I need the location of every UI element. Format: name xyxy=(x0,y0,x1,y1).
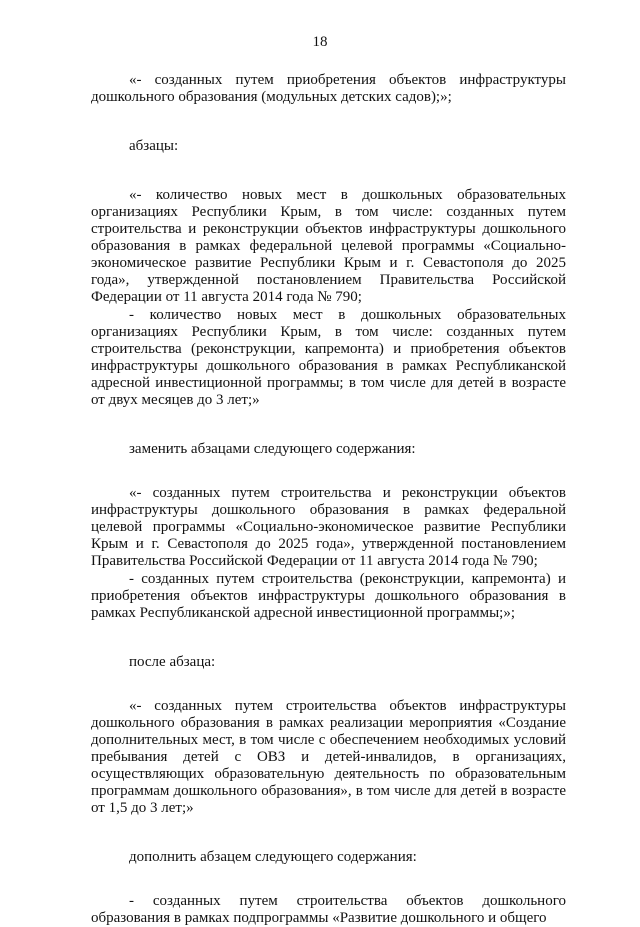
paragraph-replacement-republican: - созданных путем строительства (реконструкции, капремонта) и приобретения объектов инфраструктуры дошкольного образования в рамках Республиканской адресной инвестиционной программы;»; xyxy=(91,571,566,621)
paragraph-new-places-federal-program: «- количество новых мест в дошкольных образовательных организациях Республики Крым, в том числе: созданных путем строительства и реконструкции объектов инфраструктуры дошкольного образования в рамках федеральной целевой программы «Социально-экономическое развитие Республики Крым и г. Севастополя до 2025 года», утвержденной постановлением Правительства Российской Федерации от 11 августа 2014 года № 790; xyxy=(91,187,566,305)
document-body xyxy=(91,72,566,927)
paragraph-ovz-places: «- созданных путем строительства объектов инфраструктуры дошкольного образования в рамках реализации мероприятия «Создание дополнительных мест, в том числе с обеспечением необходимых условий пребывания детей с ОВЗ и детей-инвалидов, в организациях, осуществляющих образовательную деятельность по образовательным программам дошкольного образования», в том числе для детей в возрасте от 1,5 до 3 лет;» xyxy=(91,698,566,816)
paragraph-replacement-federal: «- созданных путем строительства и реконструкции объектов инфраструктуры дошкольного образования в рамках федеральной целевой программы «Социально-экономическое развитие Республики Крым и г. Севастополя до 2025 года», утвержденной постановлением Правительства Российской Федерации от 11 августа 2014 года № 790; xyxy=(91,485,566,569)
paragraph-modular-kindergartens: «- созданных путем приобретения объектов инфраструктуры дошкольного образования (модульных детских садов);»; xyxy=(91,72,566,105)
paragraph-label-after: после абзаца: xyxy=(129,654,216,670)
page-number: 18 xyxy=(312,34,328,50)
paragraph-label-supplement: дополнить абзацем следующего содержания: xyxy=(129,849,417,865)
paragraph-new-places-republican-program: - количество новых мест в дошкольных образовательных организациях Республики Крым, в том числе: созданных путем строительства (реконструкции, капремонта) и приобретения объектов инфраструктуры дошкольного образования в рамках Республиканской адресной инвестиционной программы; в том числе для детей в возрасте от двух месяцев до 3 лет;» xyxy=(91,307,566,408)
paragraph-label-replace: заменить абзацами следующего содержания: xyxy=(129,441,416,457)
paragraph-label-abzatsy: абзацы: xyxy=(129,138,179,154)
paragraph-subprogram-development: - созданных путем строительства объектов дошкольного образования в рамках подпрограммы «Развитие дошкольного и общего xyxy=(91,893,566,926)
